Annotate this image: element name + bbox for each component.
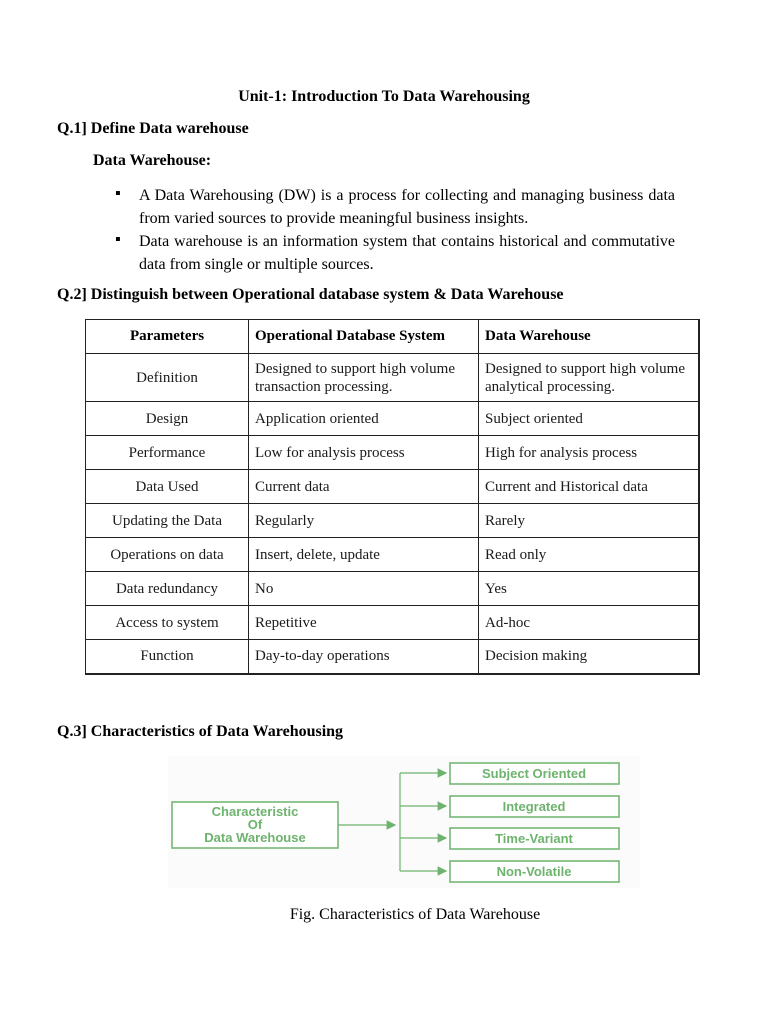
- table-cell-operational: Insert, delete, update: [249, 538, 479, 572]
- table-cell-operational: Current data: [249, 470, 479, 504]
- table-cell-parameter: Data redundancy: [86, 572, 249, 606]
- table-cell-parameter: Definition: [86, 354, 249, 402]
- data-warehouse-subheading: Data Warehouse:: [93, 152, 212, 169]
- table-cell-parameter: Access to system: [86, 606, 249, 640]
- root-label-line-2: Of: [247, 817, 263, 832]
- table-row: [86, 504, 700, 538]
- table-cell-warehouse: Ad-hoc: [479, 606, 700, 640]
- table-cell-parameter: Data Used: [86, 470, 249, 504]
- table-cell-warehouse: Decision making: [479, 640, 700, 674]
- figure-caption: Fig. Characteristics of Data Warehouse: [289, 906, 541, 923]
- bullet-icon: ▪: [115, 231, 121, 248]
- table-cell-warehouse: Read only: [479, 538, 700, 572]
- table-cell-parameter: Updating the Data: [86, 504, 249, 538]
- branch-label-subject-oriented: Subject Oriented: [481, 766, 587, 781]
- table-row: [86, 572, 700, 606]
- table-cell-warehouse: Current and Historical data: [479, 470, 700, 504]
- branch-label-time-variant: Time-Variant: [495, 831, 573, 846]
- table-row: [86, 470, 700, 504]
- table-cell-operational: Repetitive: [249, 606, 479, 640]
- comparison-table: [85, 319, 700, 675]
- question-1-heading: Q.1] Define Data warehouse: [57, 120, 249, 137]
- table-header: Parameters: [86, 320, 249, 354]
- table-cell-parameter: Operations on data: [86, 538, 249, 572]
- root-label-line-3: Data Warehouse: [204, 830, 306, 845]
- question-2-heading: Q.2] Distinguish between Operational database system & Data Warehouse: [57, 286, 564, 303]
- page-title: Unit-1: Introduction To Data Warehousing: [238, 88, 530, 105]
- table-cell-operational: Regularly: [249, 504, 479, 538]
- table-header: Data Warehouse: [479, 320, 700, 354]
- table-cell-operational: No: [249, 572, 479, 606]
- branch-label-integrated: Integrated: [502, 799, 566, 814]
- definition-bullet-1: A Data Warehousing (DW) is a process for collecting and managing business data from varied sources to provide meaningful business insights.: [139, 187, 675, 227]
- table-cell-warehouse: Designed to support high volume analytical processing.: [479, 354, 700, 402]
- table-cell-parameter: Performance: [86, 436, 249, 470]
- question-3-heading: Q.3] Characteristics of Data Warehousing: [57, 723, 344, 740]
- table-cell-warehouse: High for analysis process: [479, 436, 700, 470]
- table-cell-warehouse: Subject oriented: [479, 402, 700, 436]
- definition-bullet-2: Data warehouse is an information system that contains historical and commutative data from single or multiple sources.: [139, 233, 675, 273]
- root-label-line-1: Characteristic: [211, 804, 299, 819]
- table-cell-warehouse: Yes: [479, 572, 700, 606]
- table-cell-operational: Day-to-day operations: [249, 640, 479, 674]
- table-cell-parameter: Function: [86, 640, 249, 674]
- table-row: [86, 538, 700, 572]
- table-cell-operational: Application oriented: [249, 402, 479, 436]
- table-row: [86, 436, 700, 470]
- table-header: Operational Database System: [249, 320, 479, 354]
- table-row: [86, 402, 700, 436]
- table-row: [86, 354, 700, 402]
- table-row: [86, 606, 700, 640]
- table-cell-operational: Low for analysis process: [249, 436, 479, 470]
- table-cell-operational: Designed to support high volume transaction processing.: [249, 354, 479, 402]
- branch-label-non-volatile: Non-Volatile: [496, 864, 572, 879]
- table-header-row: [86, 320, 700, 354]
- table-cell-warehouse: Rarely: [479, 504, 700, 538]
- table-row: [86, 640, 700, 674]
- table-cell-parameter: Design: [86, 402, 249, 436]
- bullet-icon: ▪: [115, 185, 121, 202]
- characteristics-diagram: [168, 756, 640, 888]
